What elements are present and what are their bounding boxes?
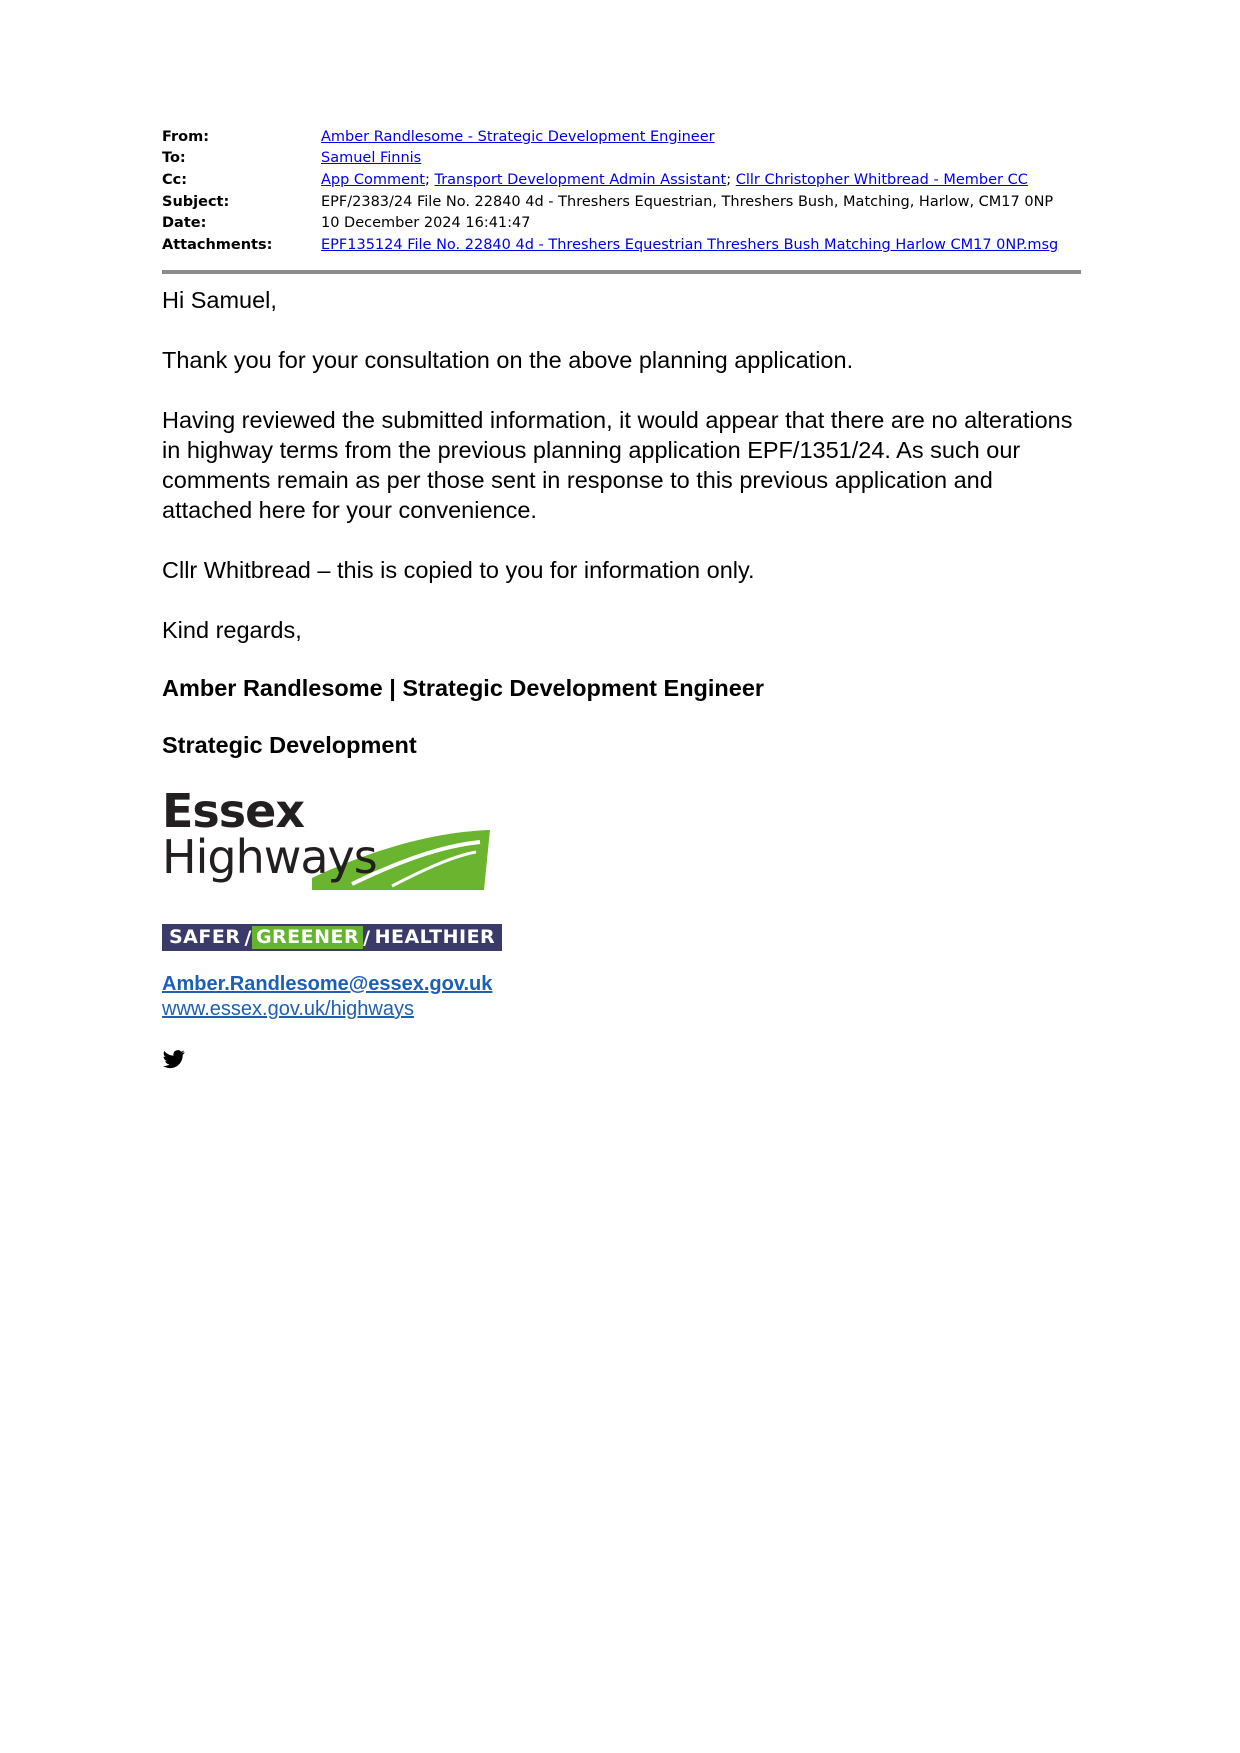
cc-separator: ; [726, 171, 736, 188]
logo-line2: Highways [162, 830, 377, 884]
website-link[interactable]: www.essex.gov.uk/highways [162, 998, 414, 1020]
date-value: 10 December 2024 16:41:47 [321, 215, 531, 232]
tagline-healthier: HEALTHIER [371, 926, 500, 949]
to-link[interactable]: Samuel Finnis [321, 150, 422, 167]
email-link[interactable]: Amber.Randlesome@essex.gov.uk [162, 973, 493, 995]
closing: Kind regards, [162, 617, 302, 643]
cc-link-transport-admin[interactable]: Transport Development Admin Assistant [434, 171, 727, 188]
attachments-label: Attachments: [162, 236, 273, 253]
subject-row [162, 191, 1082, 213]
logo-line1: Essex [162, 784, 305, 838]
twitter-icon[interactable] [162, 1048, 186, 1070]
tagline-slash: / [244, 926, 252, 949]
from-row [162, 126, 1082, 148]
tagline-greener: GREENER [252, 926, 363, 949]
contact-block [162, 972, 492, 1022]
review-paragraph: Having reviewed the submitted information, it would appear that there are no alterations in highway terms from the previous planning application EPF/1351/24. As such our comments remain as per those sent in response to this previous application and attached here for your convenience. [162, 407, 1073, 523]
signature-name: Amber Randlesome | Strategic Development Engineer [162, 675, 765, 701]
to-row [162, 148, 1082, 170]
essex-highways-logo [162, 784, 492, 900]
cc-separator: ; [424, 171, 435, 188]
cc-row [162, 169, 1082, 191]
subject-value: EPF/2383/24 File No. 22840 4d - Threshers Equestrian, Threshers Bush, Matching, Harlow, CM17 0NP [321, 193, 1054, 210]
from-link[interactable]: Amber Randlesome - Strategic Development Engineer [321, 128, 715, 145]
cc-link-cllr-whitbread[interactable]: Cllr Christopher Whitbread - Member CC [735, 171, 1028, 188]
signature-department: Strategic Development [162, 732, 417, 758]
greeting: Hi Samuel, [162, 287, 277, 313]
to-label: To: [162, 150, 186, 167]
subject-label: Subject: [162, 193, 230, 210]
from-label: From: [162, 128, 209, 145]
attachments-row [162, 234, 1082, 256]
thanks-paragraph: Thank you for your consultation on the above planning application. [162, 347, 854, 373]
date-label: Date: [162, 215, 207, 232]
tagline-slash: / [363, 926, 371, 949]
cc-label: Cc: [162, 171, 188, 188]
attachment-link[interactable]: EPF135124 File No. 22840 4d - Threshers Equestrian Threshers Bush Matching Harlow CM17 0NP.msg [321, 236, 1059, 253]
tagline-banner [162, 924, 502, 951]
date-row [162, 212, 1082, 234]
cllr-note: Cllr Whitbread – this is copied to you for information only. [162, 557, 755, 583]
cc-link-app-comment[interactable]: App Comment [321, 171, 425, 188]
header-divider [162, 270, 1081, 274]
tagline-safer: SAFER [165, 926, 244, 949]
email-header [162, 126, 1082, 256]
